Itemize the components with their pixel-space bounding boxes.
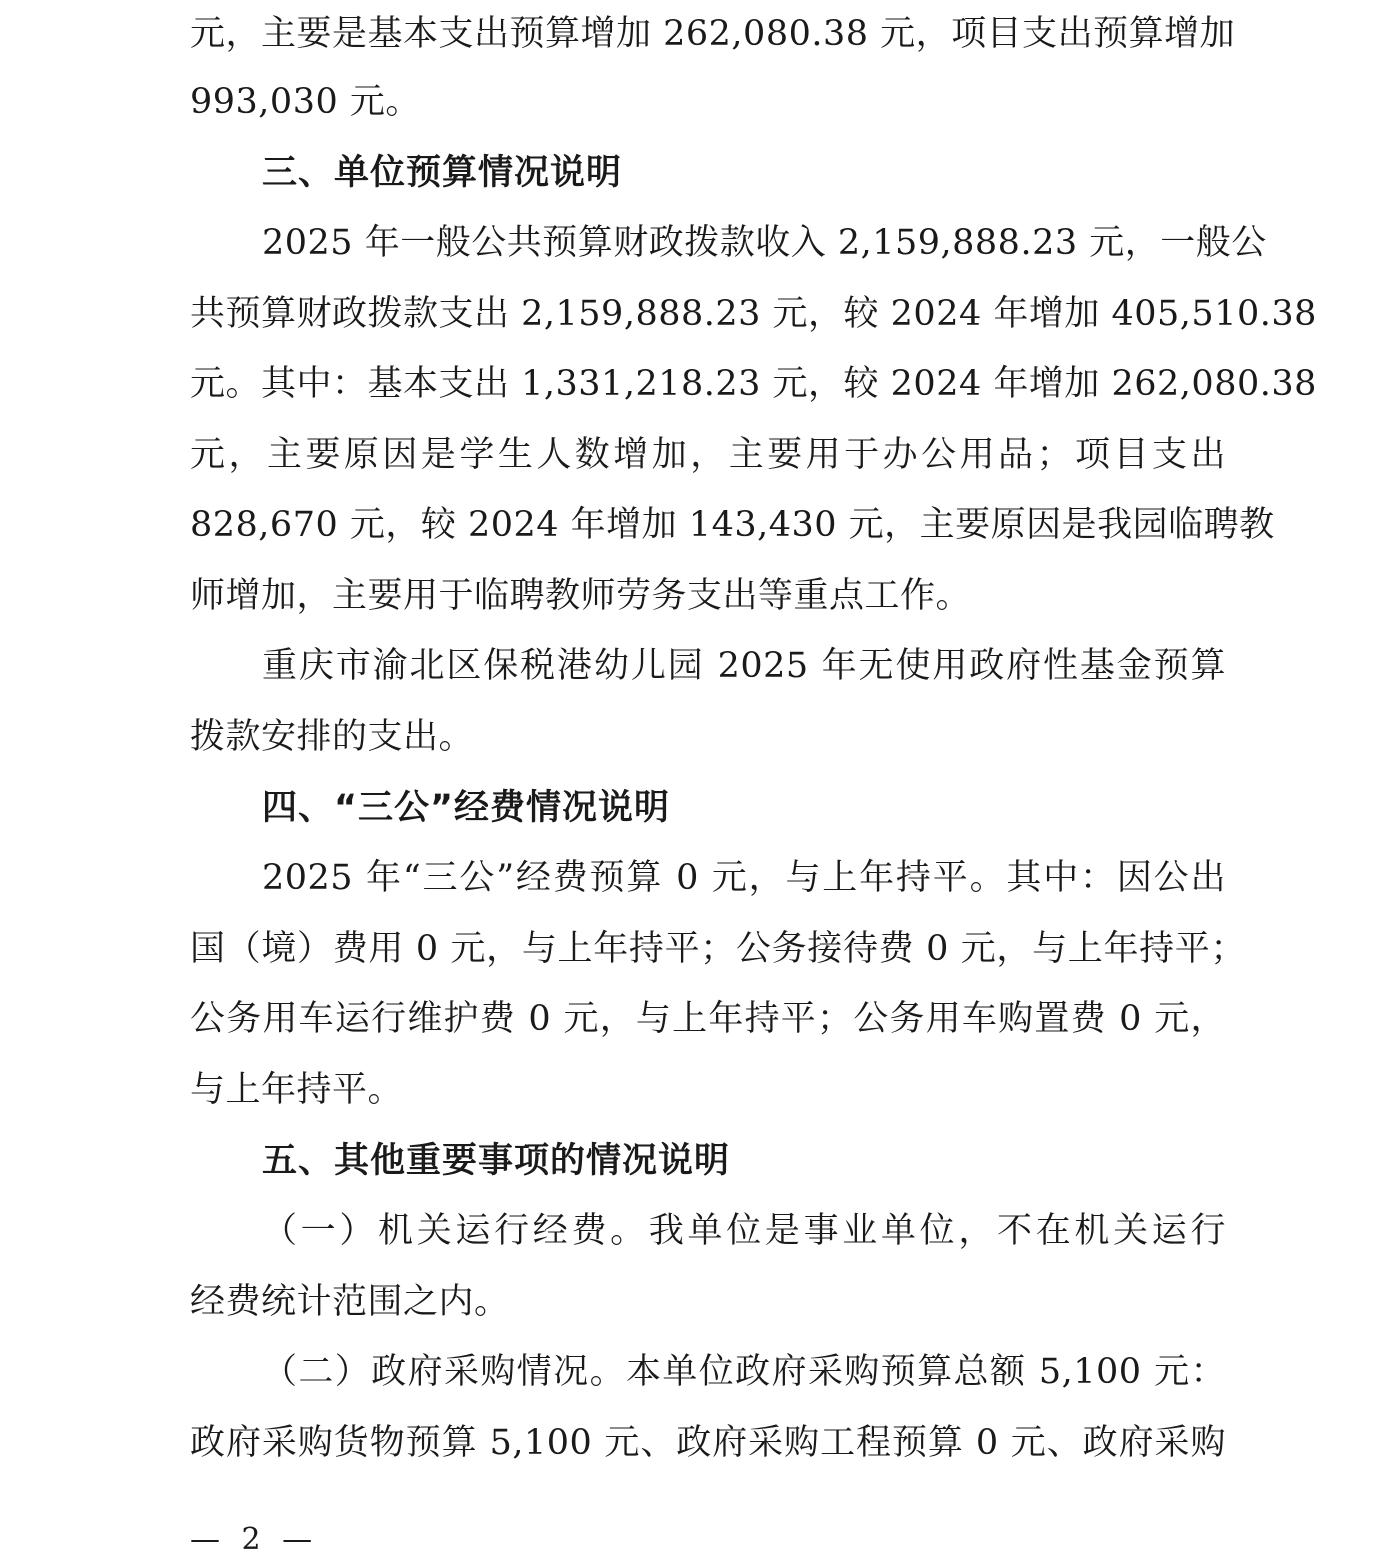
paragraph-line: 师增加，主要用于临聘教师劳务支出等重点工作。 [190,576,972,616]
paragraph-line: 公务用车运行维护费 0 元，与上年持平；公务用车购置费 0 元， [190,999,1226,1039]
paragraph-line: 993,030 元。 [190,82,421,122]
paragraph-line: 828,670 元，较 2024 年增加 143,430 元，主要原因是我园临聘教 [190,505,1275,545]
section-heading: 三、单位预算情况说明 [262,153,623,193]
paragraph-line: 2025 年“三公”经费预算 0 元，与上年持平。其中：因公出 [262,858,1226,898]
paragraph-line: 重庆市渝北区保税港幼儿园 2025 年无使用政府性基金预算 [262,646,1226,686]
paragraph-line: 政府采购货物预算 5,100 元、政府采购工程预算 0 元、政府采购 [190,1423,1226,1463]
paragraph-line: 元，主要原因是学生人数增加，主要用于办公用品；项目支出 [190,435,1226,475]
paragraph-line: （一）机关运行经费。我单位是事业单位，不在机关运行 [262,1211,1226,1251]
paragraph-line: 2025 年一般公共预算财政拨款收入 2,159,888.23 元，一般公 [262,223,1267,263]
paragraph-line: 国（境）费用 0 元，与上年持平；公务接待费 0 元，与上年持平； [190,929,1246,969]
paragraph-line: 元，主要是基本支出预算增加 262,080.38 元，项目支出预算增加 [190,14,1236,54]
paragraph-line: 与上年持平。 [190,1070,404,1110]
paragraph-line: 经费统计范围之内。 [190,1282,510,1322]
paragraph-line: 元。其中：基本支出 1,331,218.23 元，较 2024 年增加 262,080.38 [190,364,1317,404]
section-heading: 四、“三公”经费情况说明 [262,788,671,828]
paragraph-line: 拨款安排的支出。 [190,717,475,757]
page-number: — 2 — [190,1522,319,1557]
section-heading: 五、其他重要事项的情况说明 [262,1141,731,1181]
paragraph-line: 共预算财政拨款支出 2,159,888.23 元，较 2024 年增加 405,510.38 [190,294,1317,334]
paragraph-line: （二）政府采购情况。本单位政府采购预算总额 5,100 元： [262,1352,1226,1392]
